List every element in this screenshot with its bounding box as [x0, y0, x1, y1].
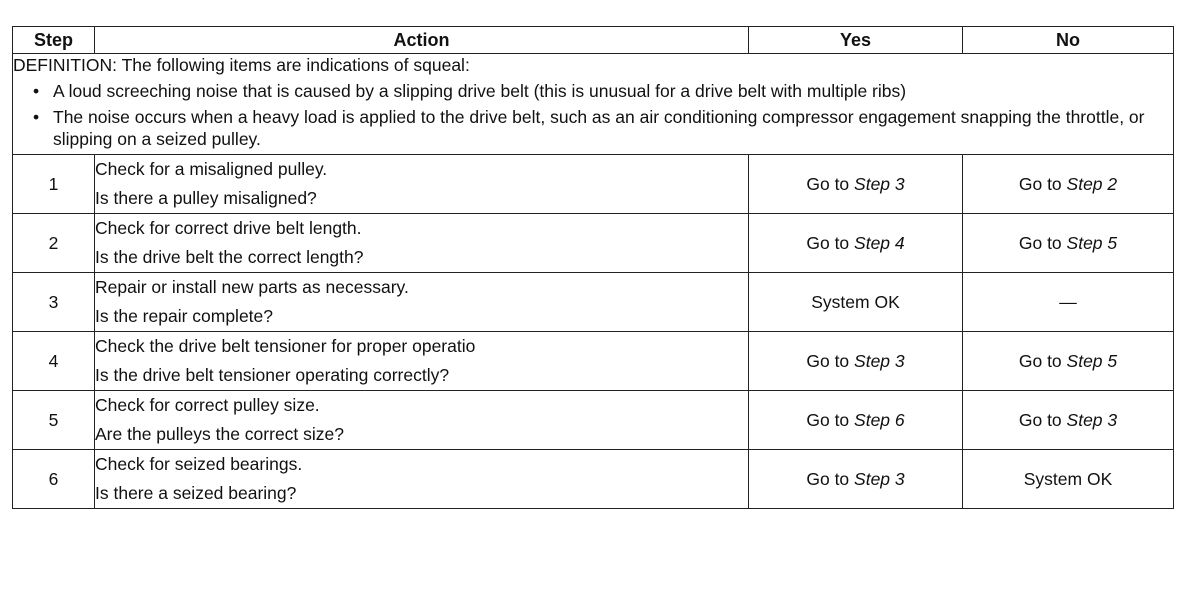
table-row — [13, 332, 1174, 391]
action-cell — [95, 155, 749, 214]
table-row — [13, 155, 1174, 214]
action-cell — [95, 273, 749, 332]
result-text: System OK — [811, 291, 900, 312]
yes-result — [749, 391, 963, 450]
table-row — [13, 214, 1174, 273]
result-text: — — [1059, 291, 1077, 312]
step-number: 4 — [13, 332, 95, 391]
definition-row — [13, 54, 1174, 155]
action-check: Repair or install new parts as necessary. — [95, 277, 409, 297]
step-number: 5 — [13, 391, 95, 450]
step-reference: Step 5 — [1066, 350, 1118, 371]
yes-result — [749, 450, 963, 509]
result-text: Go to — [1018, 409, 1067, 430]
action-cell — [95, 391, 749, 450]
no-result — [963, 273, 1174, 332]
result-text: System OK — [1023, 468, 1113, 489]
result-text: Go to — [1018, 350, 1067, 371]
step-reference: Step 2 — [1066, 173, 1118, 194]
header-no: No — [963, 27, 1174, 54]
diagnostic-table — [12, 26, 1174, 509]
definition-cell — [13, 54, 1174, 155]
step-number: 1 — [13, 155, 95, 214]
action-check: Check for correct drive belt length. — [95, 218, 362, 238]
table-row — [13, 450, 1174, 509]
header-step: Step — [13, 27, 95, 54]
no-result — [963, 214, 1174, 273]
step-number: 3 — [13, 273, 95, 332]
yes-result — [749, 214, 963, 273]
step-reference: Step 3 — [1066, 409, 1118, 430]
no-result — [963, 391, 1174, 450]
action-cell — [95, 450, 749, 509]
table-row — [13, 391, 1174, 450]
definition-bullet: • The noise occurs when a heavy load is applied to the drive belt, such as an air conditioning compressor engagement snapping the throttle, or slipping on a seized pulley. — [13, 106, 1173, 150]
step-number: 2 — [13, 214, 95, 273]
step-reference: Step 3 — [854, 468, 905, 489]
no-result — [963, 155, 1174, 214]
header-row — [13, 27, 1174, 54]
result-text: Go to — [1018, 232, 1067, 253]
step-reference: Step 3 — [854, 350, 905, 371]
result-text: Go to — [806, 173, 855, 194]
action-question: Is the repair complete? — [95, 306, 274, 326]
action-cell — [95, 332, 749, 391]
result-text: Go to — [806, 350, 855, 371]
action-check: Check for a misaligned pulley. — [95, 159, 328, 179]
step-number: 6 — [13, 450, 95, 509]
step-reference: Step 5 — [1066, 232, 1118, 253]
action-check: Check the drive belt tensioner for proper operatio — [95, 336, 476, 356]
definition-list — [13, 80, 1173, 150]
header-action: Action — [95, 27, 749, 54]
action-check: Check for correct pulley size. — [95, 395, 320, 415]
result-text: Go to — [806, 409, 855, 430]
action-question: Are the pulleys the correct size? — [95, 424, 345, 444]
result-text: Go to — [806, 232, 855, 253]
result-text: Go to — [806, 468, 855, 489]
header-yes: Yes — [749, 27, 963, 54]
action-question: Is the drive belt the correct length? — [95, 247, 364, 267]
action-check: Check for seized bearings. — [95, 454, 303, 474]
yes-result — [749, 273, 963, 332]
step-reference: Step 6 — [854, 409, 905, 430]
action-question: Is there a seized bearing? — [95, 483, 297, 503]
action-question: Is there a pulley misaligned? — [95, 188, 317, 208]
table-row — [13, 273, 1174, 332]
step-reference: Step 3 — [854, 173, 905, 194]
step-reference: Step 4 — [854, 232, 905, 253]
definition-title: DEFINITION: The following items are indications of squeal: — [13, 55, 470, 75]
result-text: Go to — [1018, 173, 1067, 194]
action-cell — [95, 214, 749, 273]
yes-result — [749, 155, 963, 214]
yes-result — [749, 332, 963, 391]
action-question: Is the drive belt tensioner operating correctly? — [95, 365, 450, 385]
no-result — [963, 450, 1174, 509]
no-result — [963, 332, 1174, 391]
definition-bullet: • A loud screeching noise that is caused by a slipping drive belt (this is unusual for a drive belt with multiple ribs) — [13, 80, 1173, 102]
